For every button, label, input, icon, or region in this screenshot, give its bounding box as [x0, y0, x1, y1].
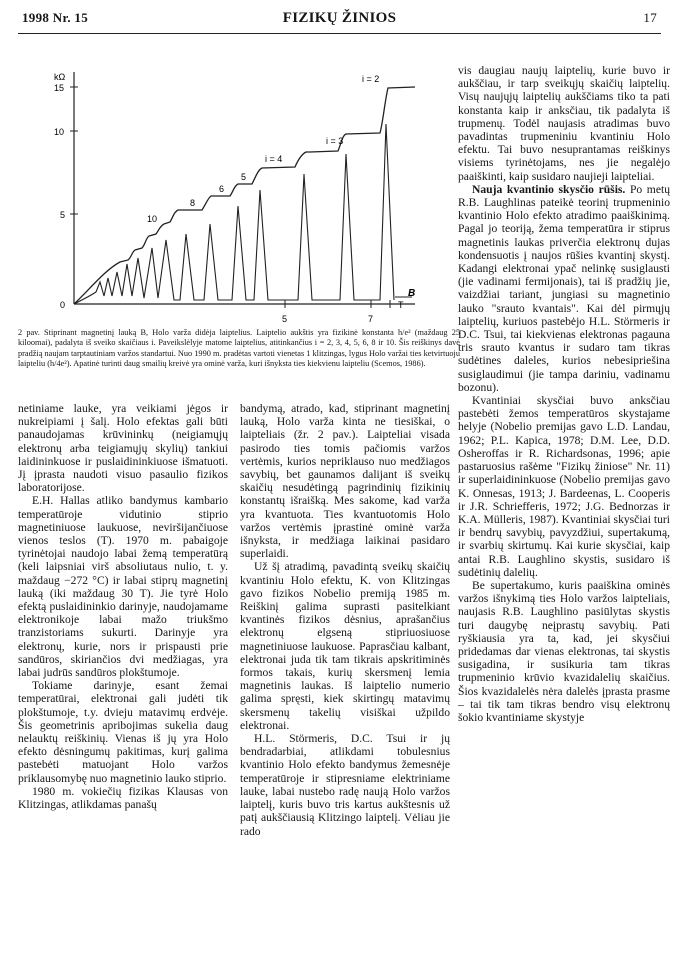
x-tick-label: 5	[282, 314, 288, 324]
paragraph-with-heading	[458, 183, 670, 394]
page-number: 17	[643, 10, 657, 25]
paragraph: netiniame lauke, yra veikiami jėgos ir nukreipiami į šalį. Holo efektas gali būti panaudojamas krūvininkų (neigiamųjų elektronų arba teigiamųjų skylių) tankiui laidininkuose ir puslaidininkiuose išmatuoti. Jį įprasta naudoti visuo pasaulio fizikos laboratorijose.	[18, 402, 228, 495]
column-left	[18, 402, 228, 811]
y-tick-label: 10	[54, 127, 65, 137]
paragraph: bandymą, atrado, kad, stiprinant magnetinį lauką, Holo varža kinta ne tiesiškai, o laipteliais (žr. 2 pav.). Laipteliai visada pasirodo ties tomis pačiomis varžos vertėmis, kurios nepriklauso nuo medžiagos savybių, bet gaunamos dalijant iš sveikų skaičių nesudėtingą pagrindinių fizikinių konstantų išraišką. Mes sakome, kad varža yra kvantuota. Ties kvantuotomis Holo varžos vertėmis įprastinė ominė varža išnyksta, ir medžiaga laikinai pasidaro superlaidi.	[240, 402, 450, 561]
column-right	[458, 64, 670, 724]
plateau-label: 6	[219, 184, 225, 194]
plateau-label: i = 2	[362, 74, 380, 84]
issue-label: 1998 Nr. 15	[22, 10, 89, 25]
y-unit-label: kΩ	[54, 72, 66, 82]
plateau-label: 5	[241, 172, 247, 182]
y-tick-label: 15	[54, 83, 65, 93]
paragraph: H.L. Störmeris, D.C. Tsui ir jų bendradarbiai, atlikdami tobulesnius kvantinio Holo efekto bandymus žemesnėje temperatūroje ir stipresniame elektriniame lauke, labai nustebo radę naują Holo varžos laiptelį, kuris buvo tris kartus aukštesnis už patį aukščiausią Klitzingo laiptelį. Vėliau jie rado	[240, 732, 450, 838]
header-rule	[18, 33, 661, 34]
paragraph: Tokiame darinyje, esant žemai temperatūrai, elektronai gali judėti tik plokštumoje, t.y. dvieju matavimų erdvėje. Šis geometrinis apribojimas sukelia daug nelauktų reiškinių. Vienas iš jų yra Holo efekto dėsningumų pakitimas, kurį galima pastebėti matuojant Holo varžos priklausomybę nuo magnetinio lauko stiprio.	[18, 679, 228, 785]
y-tick-label: 5	[60, 210, 66, 220]
x-axis-label: B	[408, 288, 416, 299]
origin-label: 0	[60, 300, 66, 310]
paragraph-text: Po metų R.B. Laughlinas pateikė teorinį trupmeninio kvantinio Holo efekto atradimo paaiškinimą. Pagal jo teoriją, žema temperatūra ir stiprus magnetinis laukas priverčia elektronų dujas kondensuotis į naujos rūšies kvantinį skystį. Kadangi elektronai ypač nelinkę susiglausti (jie vadinami fermijonais), tai iš pradžių jie, vaizdžiai tariant, jungiasi su magnetinio lauko "srauto kvantais". Kai dėl pirmųjų laiptelių, kuriuos pastebėjo H.L. Störmeris ir D.C. Tsui, tai kiekvienas elektronas pagauna tris srauto kvantus ir sudaro tam tikras sudėtines daleles, kurios nebesipriešina susiglaudimui (jie tampa dariniu, vadinamu bozonu).	[458, 182, 670, 394]
paragraph: E.H. Hallas atliko bandymus kambario temperatūroje vidutinio stiprio magnetiniuose laukuose, neviršijančiuose vienos teslos (T). 1970 m. pabaigoje tyrinėtojai naudojo labai žemą temperatūrą (keli laipsniai virš absoliutaus nulio, t. y. maždaug −272 °C) ir labai stiprų magnetinį lauką (iki maždaug 30 T). Jie tyrė Holo efektą puslaidininkio darinyje, naudojamame elektronikoje labai mažo triukšmo tranzistoriams sukurti. Darinyje yra elektronų, kurie, nors ir prispausti prie sandūros, skiriančios dvi medžiagas, yra labai judrūs sandūros plokštumoje.	[18, 494, 228, 680]
x-unit-label: T	[398, 300, 404, 310]
plateau-label: 8	[190, 198, 196, 208]
x-tick-label: 7	[368, 314, 374, 324]
plateau-label: i = 3	[326, 136, 344, 146]
hall-resistance-figure	[40, 64, 460, 330]
paragraph: Kvantiniai skysčiai buvo anksčiau pastebėti žemos temperatūros skystajame helyje (Nobelio premijas gavo L.D. Landau, 1962; P.L. Kapica, 1978; D.M. Lee, D.D. Osheroffas ir R. Richardsonas, 1996; apie pastaruosius rašėme "Fizikų žiniose" Nr. 11) ir superlaidininkuose (Nobelio premijas gavo K. Onnesas, 1913; J. Bardeenas, L. Cooperis ir J.R. Schriefferis, 1972; J.G. Bednorzas ir K.A. Mülleris, 1987). Kvantiniai skysčiai turi ir bendrų savybių, pavyzdžiui, supertakumą, ir svarbių skirtumų. Kai kurie skysčiai, kaip antai R.B. Laughlino skystis, susidaro iš sudėtinių dalelių.	[458, 394, 670, 579]
paragraph: Be supertakumo, kuris paaiškina ominės varžos išnykimą ties Holo varžos laipteliais, naujasis R.B. Laughlino pasiūlytas skystis turi daugybę neįprastų savybių. Pati ryškiausia yra ta, kad, jei skysčiui pridedamas dar vienas elektronas, tai skystis susigadina, ir susikuria tam tikras trupmeninio krūvio kvazidalelių skaičius. Šios kvazidalelės nėra dalelės įprasta prasme – tai tik tam tikras bendro visų elektronų šokio kvantiniame skystyje	[458, 578, 670, 724]
paragraph: Už šį atradimą, pavadintą sveikų skaičių kvantiniu Holo efektu, K. von Klitzingas gavo fizikos Nobelio premiją 1985 m. Reiškinį galima suprasti pasitelkiant kvantinės fizikos dėsnius, aprašančius elektronų elgseną stipriuosiuose magnetiniuose laukuose. Paprasčiau kalbant, elektronai juda tik tam tikrais apskritiminės formos takais, kurių skersmenį lemia magnetinis laukas. Iš laiptelio numerio galima spręsti, kiek skirtingų matavimų skersmenų takelių visiškai užpildo elektronai.	[240, 560, 450, 732]
ohmic-resistance-curve	[74, 124, 394, 304]
column-middle	[240, 402, 450, 838]
journal-title: FIZIKŲ ŽINIOS	[282, 10, 397, 26]
section-heading: Nauja kvantinio skysčio rūšis.	[472, 182, 626, 196]
hall-resistance-curve	[74, 87, 415, 304]
plateau-label: i = 4	[265, 154, 283, 164]
figure-caption: 2 pav. Stiprinant magnetinį lauką B, Holo varža didėja laiptelius. Laiptelio aukštis yra fizikinė konstanta h/e² (maždaug 25 kiloomai), padalyta iš sveiko skaičiaus i. Paveikslėlyje matome laiptelius, atitinkančius i = 2, 3, 4, 5, 6, 8 ir 10. Šis reiškinys davė pradžią naujam tarptautiniam varžos standartui. Nuo 1990 m. pradėtas vartoti vienetas 1 klitzingas, lygus Holo varžai ties ketvirtuoju laipteliu (h/4e²). Apatinė turinti daug smailių kreivė yra ominė varža, kuri išnyksta ties kiekvienu laipteliu (Scemos, 1986).	[18, 328, 460, 369]
paragraph: 1980 m. vokiečių fizikas Klausas von Klitzingas, atlikdamas panašų	[18, 784, 228, 812]
paragraph: vis daugiau naujų laiptelių, kurie buvo ir aukščiau, ir tarp sveikųjų skaičių laiptelių. Visų naujųjų laiptelių aukščiams tiko ta pati konstanta kaip ir anksčiau, tik padalyta iš trupmenų. Todėl naujasis atradimas buvo pavadintas trupmeniniu kvantiniu Holo efektu. Tai buvo nesuprantamas reiškinys visiems tyrinėtojams, nes jie negalėjo paaiškinti, kaip susidaro naujieji laipteliai.	[458, 64, 670, 183]
plateau-label: 10	[147, 214, 158, 224]
